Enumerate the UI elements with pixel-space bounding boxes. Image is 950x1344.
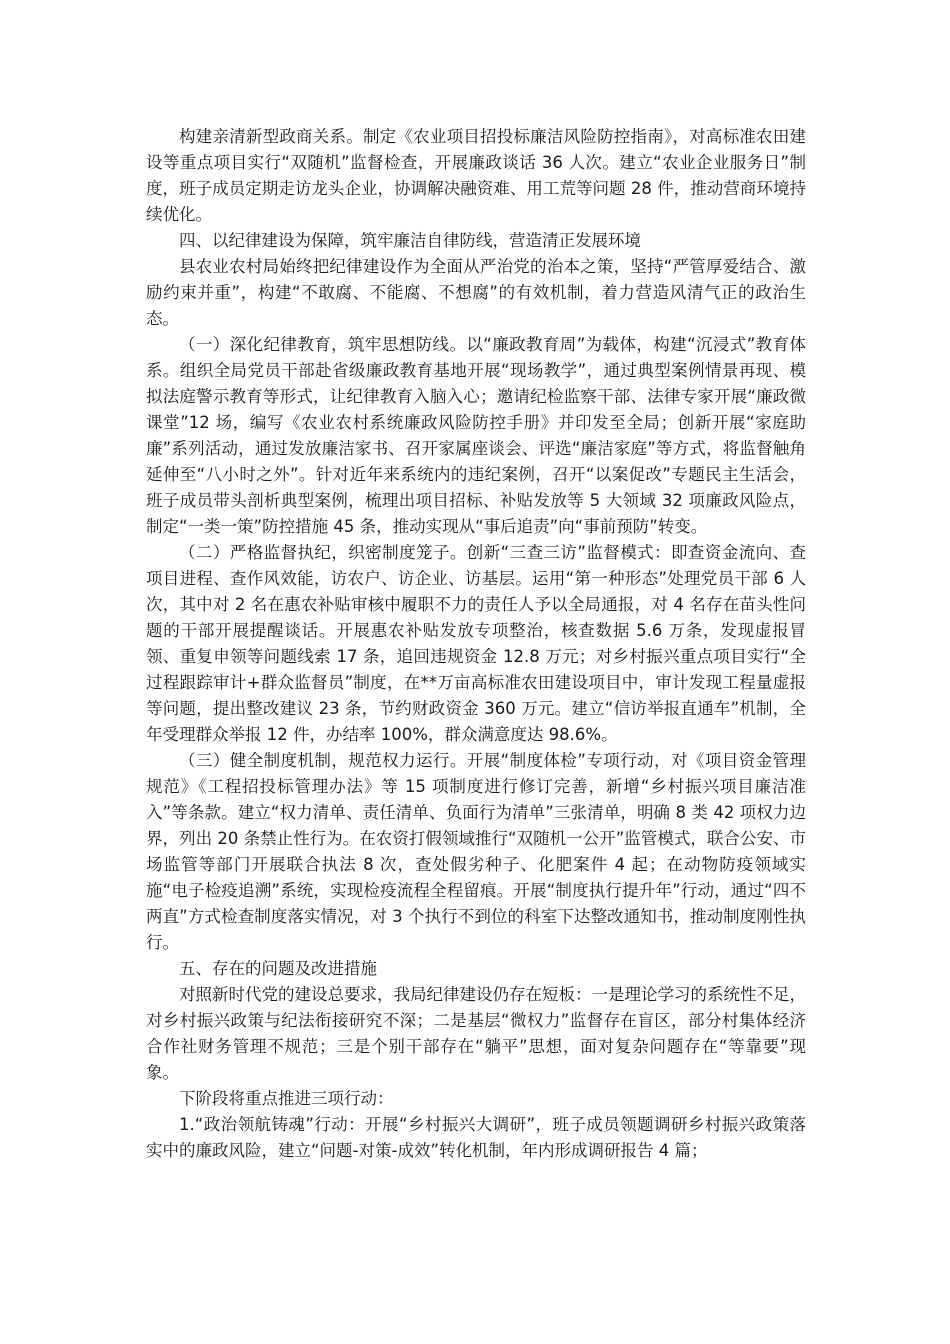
paragraph-institution-mechanism: （三）健全制度机制，规范权力运行。开展“制度体检”专项行动，对《项目资金管理规范》《工程招投标管理办法》等 15 项制度进行修订完善，新增“乡村振兴项目廉洁准入”等条款。建立“权力清单、责任清单、负面行为清单”三张清单，明确 8 类 42 项权力边界，列出 20 条禁止性行为。在农资打假领域推行“双随机一公开”监管模式，联合公安、市场监管等部门开展联合执法 8 次，查处假劣种子、化肥案件 4 起；在动物防疫领域实施“电子检疫追溯”系统，实现检疫流程全程留痕。开展“制度执行提升年”行动，通过“四不两直”方式检查制度落实情况，对 3 个执行不到位的科室下达整改通知书，推动制度刚性执行。 <box>146 751 806 952</box>
paragraph-section-4-intro: 县农业农村局始终把纪律建设作为全面从严治党的治本之策，坚持“严管厚爱结合、激励约束并重”，构建“不敢腐、不能腐、不想腐”的有效机制，着力营造风清气正的政治生态。 <box>146 257 806 328</box>
section-heading-4: 四、以纪律建设为保障，筑牢廉洁自律防线，营造清正发展环境 <box>179 231 641 250</box>
paragraph-discipline-education: （一）深化纪律教育，筑牢思想防线。以“廉政教育周”为载体，构建“沉浸式”教育体系。组织全局党员干部赴省级廉政教育基地开展“现场教学”，通过典型案例情景再现、模拟法庭警示教育等形式，让纪律教育入脑入心；邀请纪检监察干部、法律专家开展“廉政微课堂”12 场，编写《农业农村系统廉政风险防控手册》并印发至全局；创新开展“家庭助廉”系列活动，通过发放廉洁家书、召开家属座谈会、评选“廉洁家庭”等方式，将监督触角延伸至“八小时之外”。针对近年来系统内的违纪案例，召开“以案促改”专题民主生活会，班子成员带头剖析典型案例，梳理出项目招标、补贴发放等 5 大领域 32 项廉政风险点，制定“一类一策”防控措施 45 条，推动实现从“事后追责”向“事前预防”转变。 <box>146 335 806 536</box>
paragraph-action-1: 1.“政治领航铸魂”行动：开展“乡村振兴大调研”，班子成员领题调研乡村振兴政策落实中的廉政风险，建立“问题-对策-成效”转化机制，年内形成调研报告 4 篇； <box>146 1115 806 1160</box>
paragraph-business-relations: 构建亲清新型政商关系。制定《农业项目招投标廉洁风险防控指南》，对高标准农田建设等重点项目实行“双随机”监督检查，开展廉政谈话 36 人次。建立“农业企业服务日”制度，班子成员定期走访龙头企业，协调解决融资难、用工荒等问题 28 件，推动营商环境持续优化。 <box>146 127 806 224</box>
paragraph-problems: 对照新时代党的建设总要求，我局纪律建设仍存在短板：一是理论学习的系统性不足，对乡村振兴政策与纪法衔接研究不深；二是基层“微权力”监督存在盲区，部分村集体经济合作社财务管理不规范；三是个别干部存在“躺平”思想，面对复杂问题存在“等靠要”现象。 <box>146 985 806 1082</box>
paragraph-next-actions: 下阶段将重点推进三项行动： <box>179 1089 394 1108</box>
document-body <box>146 124 806 1164</box>
paragraph-supervision: （二）严格监督执纪，织密制度笼子。创新“三查三访”监督模式：即查资金流向、查项目进程、查作风效能，访农户、访企业、访基层。运用“第一种形态”处理党员干部 6 人次，其中对 2 名在惠农补贴审核中履职不力的责任人予以全局通报，对 4 名存在苗头性问题的干部开展提醒谈话。开展惠农补贴发放专项整治，核查数据 5.6 万条，发现虚报冒领、重复申领等问题线索 17 条，追回违规资金 12.8 万元；对乡村振兴重点项目实行“全过程跟踪审计+群众监督员”制度，在**万亩高标准农田建设项目中，审计发现工程量虚报等问题，提出整改建议 23 条，节约财政资金 360 万元。建立“信访举报直通车”机制，全年受理群众举报 12 件，办结率 100%，群众满意度达 98.6%。 <box>146 543 806 744</box>
section-heading-5: 五、存在的问题及改进措施 <box>179 959 377 978</box>
